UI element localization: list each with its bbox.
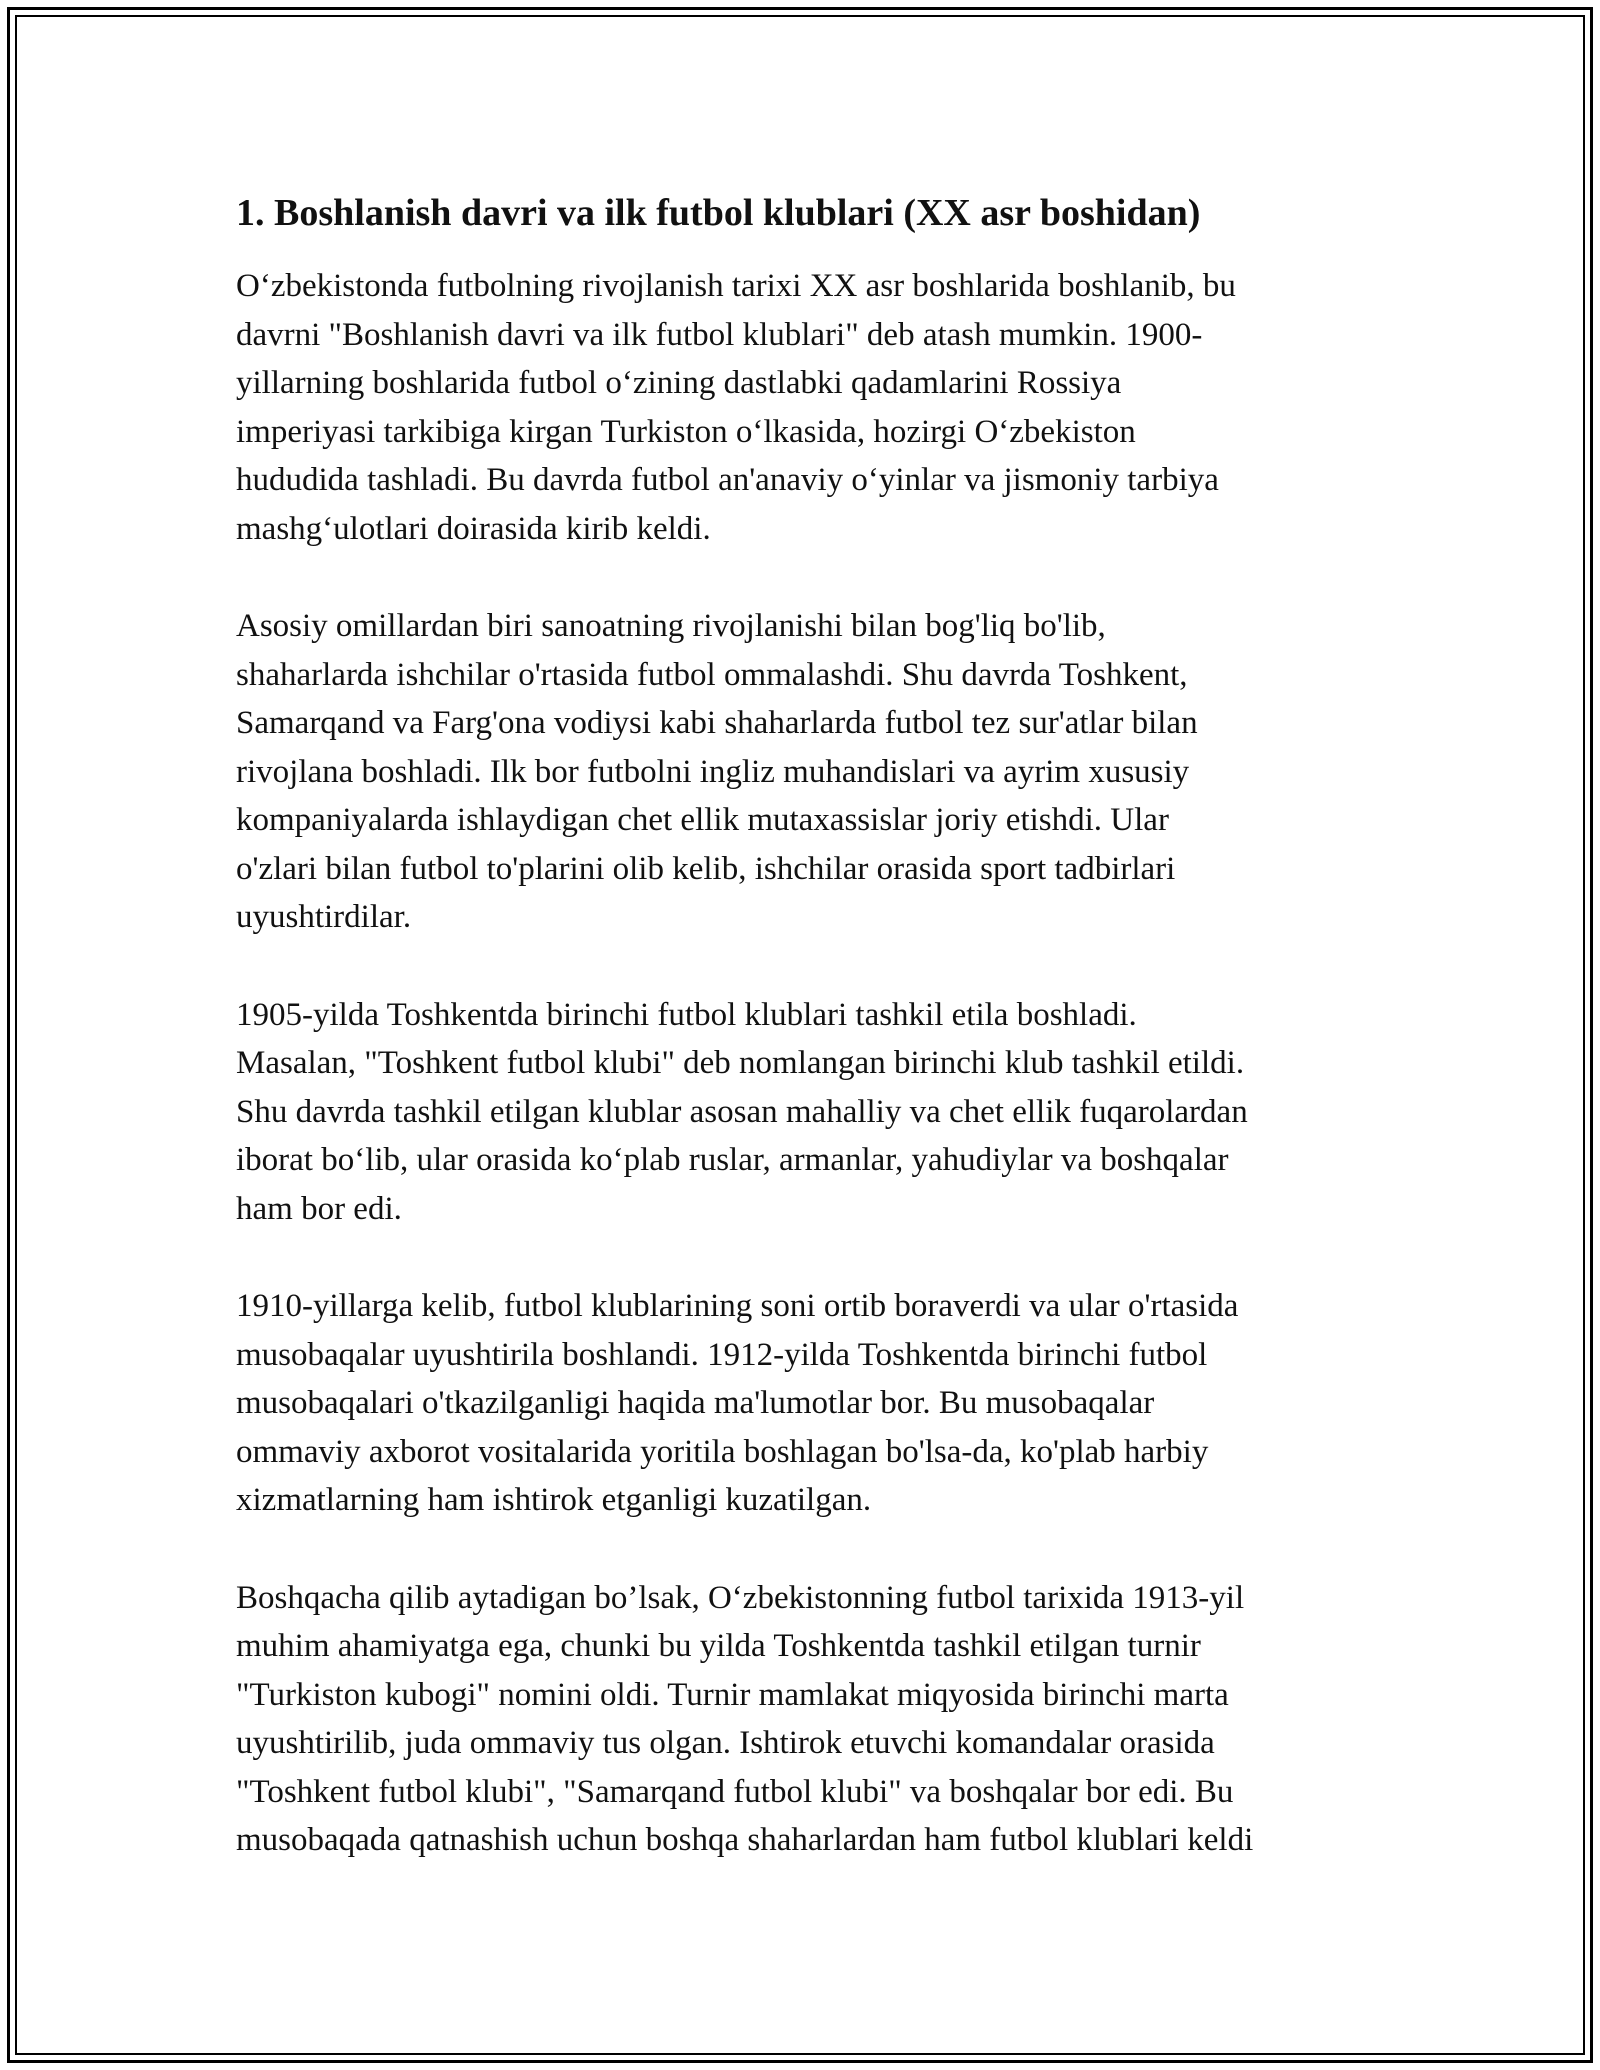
text-line: rivojlana boshladi. Ilk bor futbolni ingliz muhandislari va ayrim xususiy bbox=[236, 753, 1190, 790]
text-line: iborat bo‘lib, ular orasida ko‘plab ruslar, armanlar, yahudiylar va boshqalar bbox=[236, 1142, 1229, 1178]
document-body bbox=[236, 188, 1376, 1914]
text-line: Samarqand va Farg'ona vodiysi kabi shaharlarda futbol tez sur'atlar bilan bbox=[236, 705, 1198, 741]
paragraph-3 bbox=[236, 991, 1376, 1234]
text-line: 1905-yilda Toshkentda birinchi futbol klublari tashkil etila boshladi. bbox=[236, 996, 1137, 1033]
text-line: Asosiy omillardan biri sanoatning rivojlanishi bilan bog'liq bo'lib, bbox=[236, 608, 1106, 644]
text-line: Masalan, "Toshkent futbol klubi" deb nomlangan birinchi klub tashkil etildi. bbox=[236, 1045, 1245, 1081]
text-line: uyushtirdilar. bbox=[236, 899, 412, 935]
text-line: musobaqalar uyushtirila boshlandi. 1912-yilda Toshkentda birinchi futbol bbox=[236, 1336, 1208, 1373]
text-line: ommaviy axborot vositalarida yoritila boshlagan bo'lsa-da, ko'plab harbiy bbox=[236, 1433, 1209, 1470]
text-line: "Toshkent futbol klubi", "Samarqand futbol klubi" va boshqalar bor edi. Bu bbox=[236, 1773, 1234, 1810]
text-line: o'zlari bilan futbol to'plarini olib kelib, ishchilar orasida sport tadbirlari bbox=[236, 850, 1176, 887]
text-line: uyushtirilib, juda ommaviy tus olgan. Ishtirok etuvchi komandalar orasida bbox=[236, 1725, 1215, 1761]
text-line: Shu davrda tashkil etilgan klublar asosan mahalliy va chet ellik fuqarolardan bbox=[236, 1093, 1248, 1130]
paragraph-5 bbox=[236, 1574, 1376, 1865]
text-line: muhim ahamiyatga ega, chunki bu yilda Toshkentda tashkil etilgan turnir bbox=[236, 1628, 1201, 1664]
text-line: ham bor edi. bbox=[236, 1190, 402, 1227]
paragraph-1 bbox=[236, 262, 1376, 553]
text-line: 1910-yillarga kelib, futbol klublarining soni ortib boraverdi va ular o'rtasida bbox=[236, 1288, 1239, 1324]
text-line: kompaniyalarda ishlaydigan chet ellik mutaxassislar joriy etishdi. Ular bbox=[236, 802, 1169, 838]
section-heading: 1. Boshlanish davri va ilk futbol klublari (XX asr boshidan) bbox=[236, 192, 1201, 234]
text-line: hududida tashladi. Bu davrda futbol an'anaviy o‘yinlar va jismoniy tarbiya bbox=[236, 462, 1219, 498]
text-line: Boshqacha qilib aytadigan bo’lsak, O‘zbekistonning futbol tarixida 1913-yil bbox=[236, 1579, 1245, 1616]
text-line: xizmatlarning ham ishtirok etganligi kuzatilgan. bbox=[236, 1482, 872, 1518]
text-line: musobaqalari o'tkazilganligi haqida ma'lumotlar bor. Bu musobaqalar bbox=[236, 1385, 1155, 1421]
text-line: yillarning boshlarida futbol o‘zining dastlabki qadamlarini Rossiya bbox=[236, 365, 1122, 401]
paragraph-2 bbox=[236, 602, 1376, 942]
text-line: shaharlarda ishchilar o'rtasida futbol ommalashdi. Shu davrda Toshkent, bbox=[236, 656, 1188, 693]
text-line: mashg‘ulotlari doirasida kirib keldi. bbox=[236, 510, 711, 547]
text-line: O‘zbekistonda futbolning rivojlanish tarixi XX asr boshlarida boshlanib, bu bbox=[236, 268, 1236, 304]
text-line: imperiyasi tarkibiga kirgan Turkiston o‘lkasida, hozirgi O‘zbekiston bbox=[236, 413, 1136, 450]
text-line: "Turkiston kubogi" nomini oldi. Turnir mamlakat miqyosida birinchi marta bbox=[236, 1676, 1229, 1713]
text-line: musobaqada qatnashish uchun boshqa shaharlardan ham futbol klublari keldi bbox=[236, 1822, 1254, 1858]
text-line: davrni "Boshlanish davri va ilk futbol klublari" deb atash mumkin. 1900- bbox=[236, 316, 1203, 353]
paragraph-4 bbox=[236, 1282, 1376, 1525]
